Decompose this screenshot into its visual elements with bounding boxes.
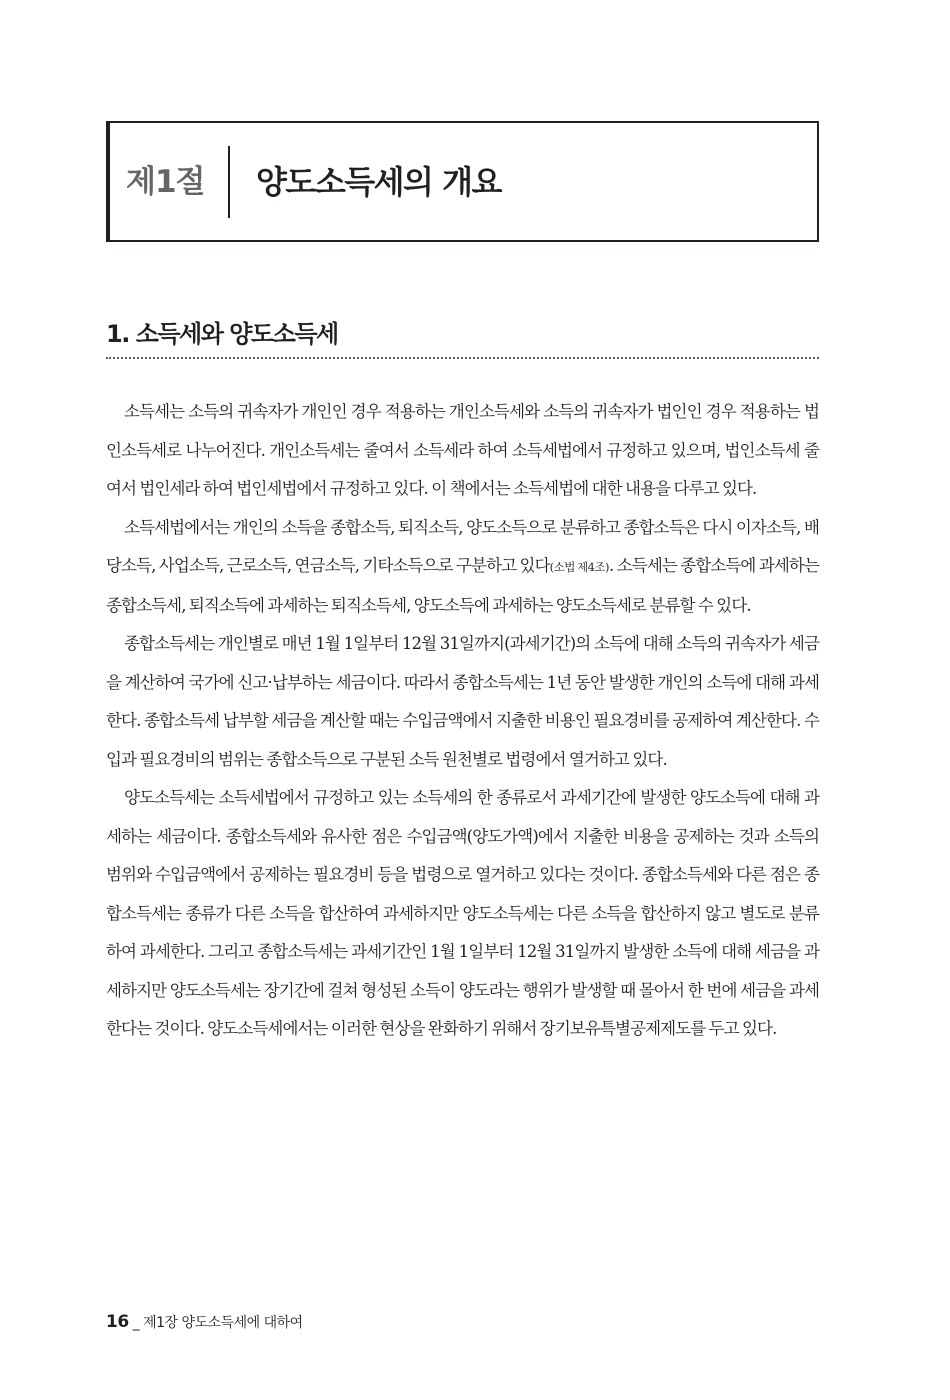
body-text: [106, 393, 819, 1049]
page-footer: [106, 1312, 303, 1333]
law-citation: (소법 제4조): [549, 560, 610, 574]
footer-chapter-name: 제1장 양도소득세에 대하여: [143, 1315, 303, 1331]
dotted-rule: [106, 357, 819, 359]
footer-separator: _: [132, 1315, 140, 1331]
paragraph-1: 소득세는 소득의 귀속자가 개인인 경우 적용하는 개인소득세와 소득의 귀속자가 법인인 경우 적용하는 법인소득세로 나누어진다. 개인소득세는 줄여서 소득세라 하여 소득세법에서 규정하고 있으며, 법인소득세 줄여서 법인세라 하여 법인세법에서 규정하고 있다. 이 책에서는 소득세법에 대한 내용을 다루고 있다.: [106, 402, 819, 498]
title-divider: [228, 146, 230, 218]
paragraph-2: [106, 509, 819, 626]
paragraph-4: 양도소득세는 소득세법에서 규정하고 있는 소득세의 한 종류로서 과세기간에 발생한 양도소득에 대해 과세하는 세금이다. 종합소득세와 유사한 점은 수입금액(양도가액)에서 지출한 비용을 공제하는 것과 소득의 범위와 수입금액에서 공제하는 필요경비 등을 법령으로 열거하고 있다는 것이다. 종합소득세와 다른 점은 종합소득세는 종류가 다른 소득을 합산하여 과세하지만 양도소득세는 다른 소득을 합산하지 않고 별도로 분류하여 과세한다. 그리고 종합소득세는 과세기간인 1월 1일부터 12월 31일까지 발생한 소득에 대해 세금을 과세하지만 양도소득세는 장기간에 걸쳐 형성된 소득이 양도라는 행위가 발생할 때 몰아서 한 번에 세금을 과세한다는 것이다. 양도소득세에서는 이러한 현상을 완화하기 위해서 장기보유특별공제제도를 두고 있다.: [106, 788, 819, 1038]
section-label: 제1절: [126, 164, 205, 200]
paragraph-2-text-before: 소득세법에서는 개인의 소득을 종합소득, 퇴직소득, 양도소득으로 분류하고 종합소득은 다시 이자소득, 배당소득, 사업소득, 근로소득, 연금소득, 기타소득으로 구분하고 있다: [106, 517, 819, 575]
subsection-heading: 1. 소득세와 양도소득세: [106, 320, 338, 348]
page-number: 16: [106, 1312, 129, 1332]
paragraph-3: 종합소득세는 개인별로 매년 1월 1일부터 12월 31일까지(과세기간)의 소득에 대해 소득의 귀속자가 세금을 계산하여 국가에 신고·납부하는 세금이다. 따라서 종합소득세는 1년 동안 발생한 개인의 소득에 대해 과세한다. 종합소득세 납부할 세금을 계산할 때는 수입금액에서 지출한 비용인 필요경비를 공제하여 계산한다. 수입과 필요경비의 범위는 종합소득으로 구분된 소득 원천별로 법령에서 열거하고 있다.: [106, 634, 819, 769]
paragraph-2-text-after: . 소득세는 종합소득에 과세하는 종합소득세, 퇴직소득에 과세하는 퇴직소득세, 양도소득에 과세하는 양도소득세로 분류할 수 있다.: [106, 556, 819, 615]
section-title: 양도소득세의 개요: [256, 163, 501, 201]
